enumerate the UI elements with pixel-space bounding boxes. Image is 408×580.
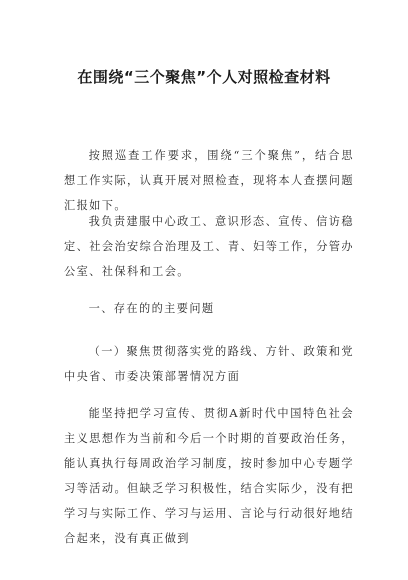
document-title: 在围绕“三个聚焦”个人对照检查材料: [77, 68, 331, 86]
section-heading: 一、存在的的主要问题: [88, 302, 215, 315]
body-paragraph: 能坚持把学习宣传、贯彻A新时代中国特色社会主义思想作为当前和今后一个时期的首要政治任务，能认真执行每周政治学习制度，按时参加中心专题学习等活动。但缺乏学习积极性，结合实际少，没有把学习与实际工作、学习与运用、言论与行动很好地结合起来，没有真正做到: [64, 407, 354, 545]
subsection-heading: （一）聚焦贯彻落实党的路线、方针、政策和党中央省、市委决策部署情况方面: [64, 345, 354, 383]
responsibility-paragraph: 我负责建服中心政工、意识形态、宣传、信访稳定、社会治安综合治理及工、青、妇等工作，分管办公室、社保科和工会。: [64, 215, 354, 278]
intro-paragraph: 按照巡查工作要求，围绕“三个聚焦”，结合思想工作实际，认真开展对照检查，现将本人查摆问题汇报如下。: [64, 149, 354, 212]
